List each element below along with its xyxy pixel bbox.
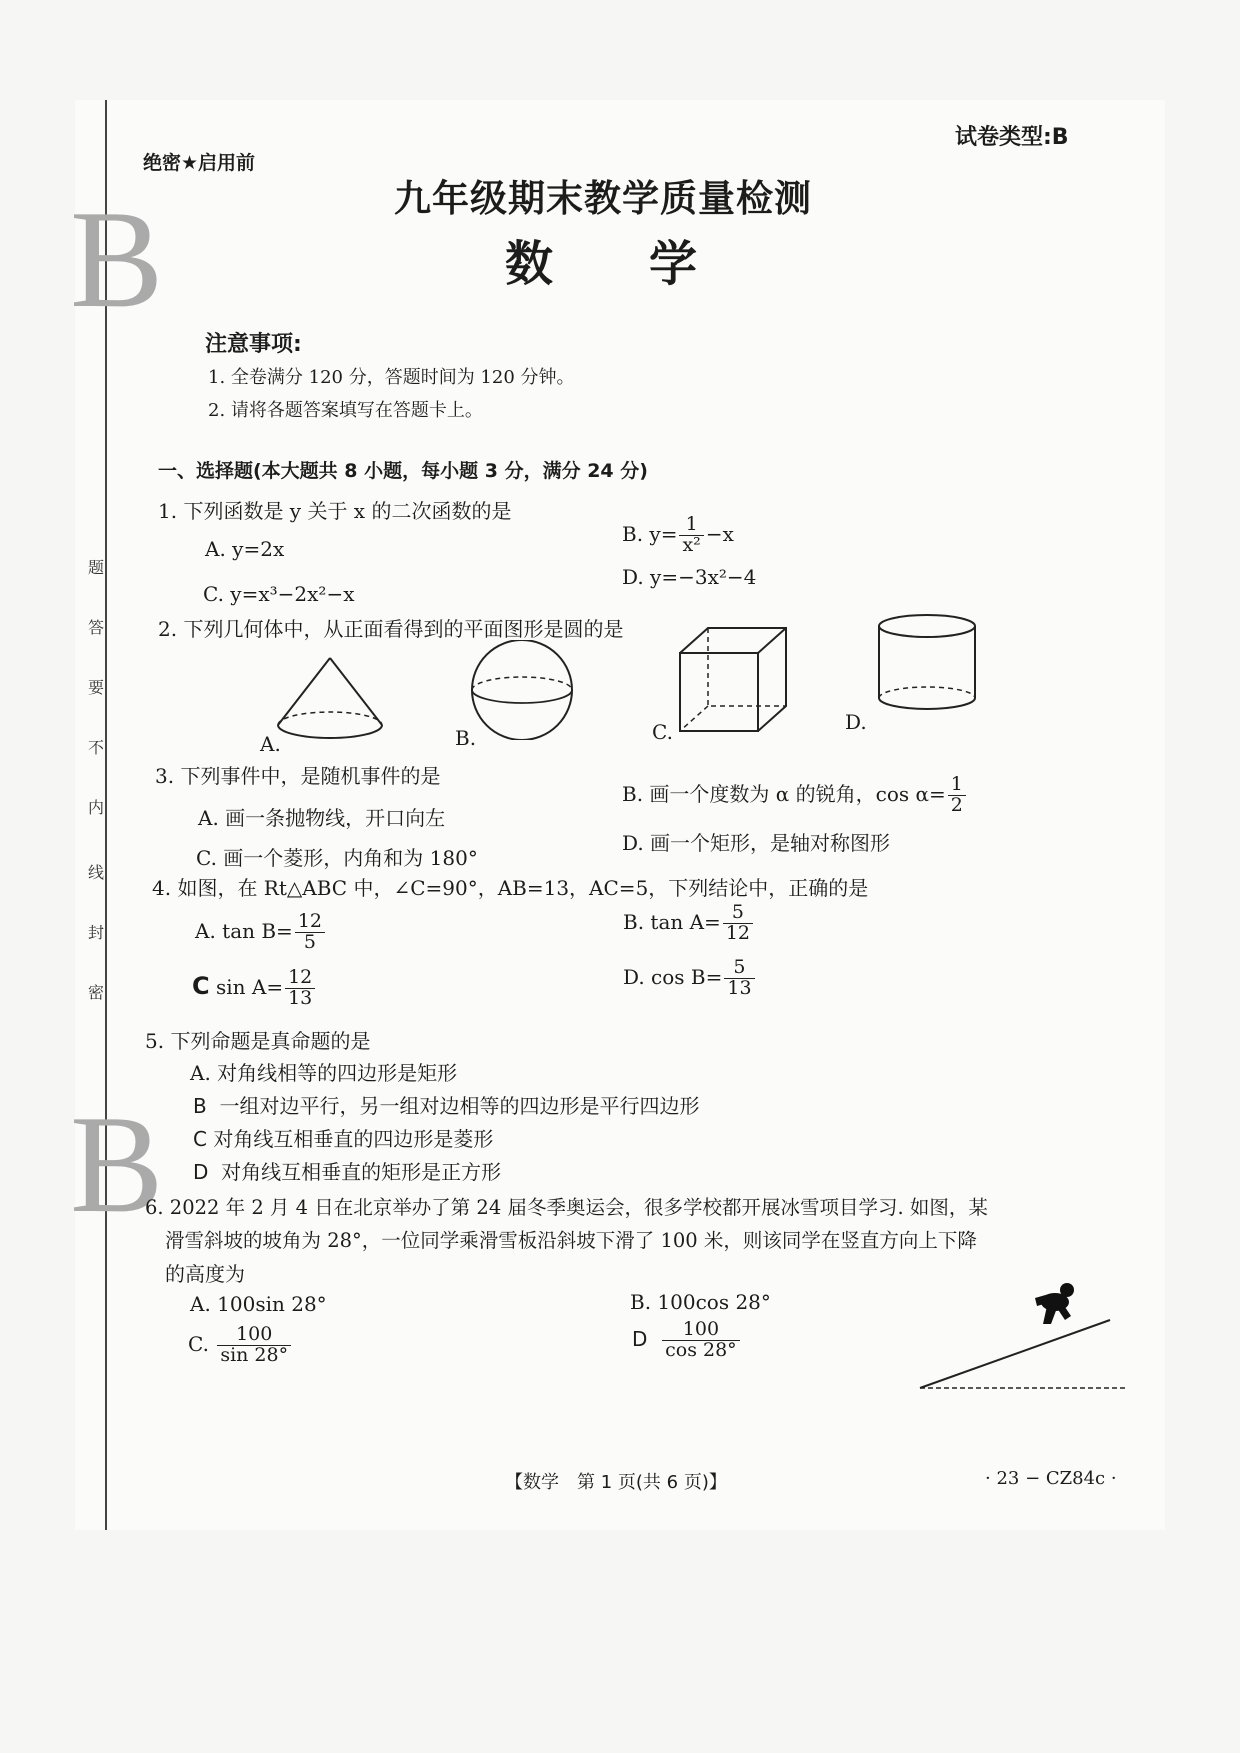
fraction <box>679 515 703 556</box>
exam-title: 九年级期末教学质量检测 <box>394 177 812 220</box>
seal-char: 要 <box>88 678 105 697</box>
q2-label-d: D. <box>845 710 867 734</box>
question-6-stem-line3: 的高度为 <box>165 1262 245 1286</box>
q5-option-c <box>193 1123 493 1152</box>
fraction <box>217 1325 291 1366</box>
q5-option-b-letter: B <box>193 1094 207 1118</box>
q6-option-a: A. 100sin 28° <box>190 1292 327 1316</box>
denominator: 5 <box>303 930 316 953</box>
paper-type: 试卷类型:B <box>955 125 1069 150</box>
skier-icon <box>1035 1283 1074 1324</box>
page-footer: 【数学 第 1 页(共 6 页)】 <box>505 1472 727 1493</box>
secret-label: 绝密★启用前 <box>143 152 256 174</box>
q4-option-b-prefix: B. tan A= <box>623 909 721 934</box>
q4-option-a-prefix: A. tan B= <box>195 918 293 943</box>
q5-option-d-letter: D <box>193 1160 209 1184</box>
q5-option-b <box>193 1090 699 1119</box>
numerator: 100 <box>662 1320 740 1341</box>
ski-slope-figure <box>915 1280 1135 1400</box>
q2-label-c: C. <box>652 720 673 744</box>
sphere-figure <box>465 640 580 740</box>
question-6-stem-line1: 6. 2022 年 2 月 4 日在北京举办了第 24 届冬季奥运会，很多学校都开展冰雪项目学习. 如图，某 <box>145 1196 988 1219</box>
q4-option-d <box>623 958 757 999</box>
numerator: 1 <box>948 775 966 796</box>
denominator: 12 <box>725 921 750 944</box>
numerator: 5 <box>723 903 753 924</box>
q6-option-d-prefix: D <box>632 1326 648 1351</box>
q4-option-b <box>623 903 755 944</box>
seal-char: 封 <box>88 923 105 942</box>
question-5-stem: 5. 下列命题是真命题的是 <box>145 1029 371 1053</box>
note-item: 1. 全卷满分 120 分，答题时间为 120 分钟。 <box>208 367 575 388</box>
q3-option-d: D. 画一个矩形，是轴对称图形 <box>622 831 891 855</box>
q3-option-c: C. 画一个菱形，内角和为 180° <box>196 846 478 870</box>
q1-option-b-suffix: −x <box>705 521 734 546</box>
denominator: cos 28° <box>665 1338 737 1361</box>
denominator: sin 28° <box>220 1343 289 1366</box>
fraction <box>948 775 966 816</box>
q5-option-d-text: 对角线互相垂直的矩形是正方形 <box>221 1160 502 1184</box>
section-heading: 一、选择题(本大题共 8 小题，每小题 3 分，满分 24 分) <box>158 460 648 482</box>
fraction <box>662 1320 740 1361</box>
q5-option-b-text: 一组对边平行，另一组对边相等的四边形是平行四边形 <box>219 1094 700 1118</box>
fraction <box>285 968 315 1009</box>
q4-option-c-letter: C <box>192 971 210 1000</box>
denominator: 13 <box>288 986 313 1009</box>
fraction <box>723 903 753 944</box>
q1-option-d: D. y=−3x²−4 <box>622 565 757 589</box>
q1-option-b <box>622 515 734 556</box>
q6-option-c-prefix: C. <box>188 1331 209 1356</box>
note-item: 2. 请将各题答案填写在答题卡上。 <box>208 400 483 421</box>
question-3-stem: 3. 下列事件中，是随机事件的是 <box>155 764 441 788</box>
q4-option-d-prefix: D. cos B= <box>623 964 723 989</box>
denominator: x² <box>682 533 701 556</box>
question-1-stem: 1. 下列函数是 y 关于 x 的二次函数的是 <box>158 499 512 523</box>
q5-option-c-letter: C <box>193 1127 207 1151</box>
q6-option-d <box>632 1320 742 1361</box>
q5-option-d <box>193 1156 501 1185</box>
q2-label-b: B. <box>455 726 477 750</box>
question-2-stem: 2. 下列几何体中，从正面看得到的平面图形是圆的是 <box>158 617 624 641</box>
q2-label-a: A. <box>260 732 281 756</box>
q5-option-c-text: 对角线互相垂直的四边形是菱形 <box>213 1127 494 1151</box>
denominator: 13 <box>727 976 752 999</box>
q3-option-b-prefix: B. 画一个度数为 α 的锐角，cos α= <box>622 781 946 806</box>
numerator: 1 <box>679 515 703 536</box>
seal-char: 答 <box>88 618 105 637</box>
subject-title: 数 学 <box>505 236 698 292</box>
seal-char: 线 <box>88 863 105 882</box>
numerator: 100 <box>217 1325 291 1346</box>
numerator: 12 <box>295 912 325 933</box>
fraction <box>724 958 754 999</box>
numerator: 5 <box>724 958 754 979</box>
seal-char: 不 <box>88 738 105 757</box>
seal-char: 题 <box>88 558 105 577</box>
seal-char: 内 <box>88 798 105 817</box>
question-6-stem-line2: 滑雪斜坡的坡角为 28°，一位同学乘滑雪板沿斜坡下滑了 100 米，则该同学在竖直方向上下降 <box>165 1229 977 1252</box>
cube-figure <box>675 625 790 735</box>
q1-option-a: A. y=2x <box>205 537 285 561</box>
q6-option-c <box>188 1325 293 1366</box>
q1-option-c: C. y=x³−2x²−x <box>203 582 355 606</box>
q3-option-b <box>622 775 968 816</box>
q4-option-c-prefix: sin A= <box>209 974 284 999</box>
paper-code: · 23 − CZ84c · <box>985 1468 1117 1489</box>
q3-option-a: A. 画一条抛物线，开口向左 <box>198 806 446 830</box>
question-4-stem: 4. 如图，在 Rt△ABC 中，∠C=90°，AB=13，AC=5，下列结论中，正确的是 <box>152 876 869 900</box>
numerator: 12 <box>285 968 315 989</box>
cylinder-figure <box>875 612 980 717</box>
q5-option-a: A. 对角线相等的四边形是矩形 <box>190 1061 458 1085</box>
seal-char: 密 <box>88 983 105 1002</box>
q4-option-a <box>195 912 327 953</box>
spine-letter-bottom: B <box>70 1087 164 1242</box>
q1-option-b-prefix: B. y= <box>622 521 678 546</box>
q6-option-b: B. 100cos 28° <box>630 1290 771 1314</box>
spine-letter-top: B <box>70 182 164 337</box>
denominator: 2 <box>950 793 963 816</box>
notes-heading: 注意事项: <box>205 332 302 357</box>
q4-option-c <box>192 968 317 1009</box>
fraction <box>295 912 325 953</box>
cone-figure <box>270 655 390 745</box>
